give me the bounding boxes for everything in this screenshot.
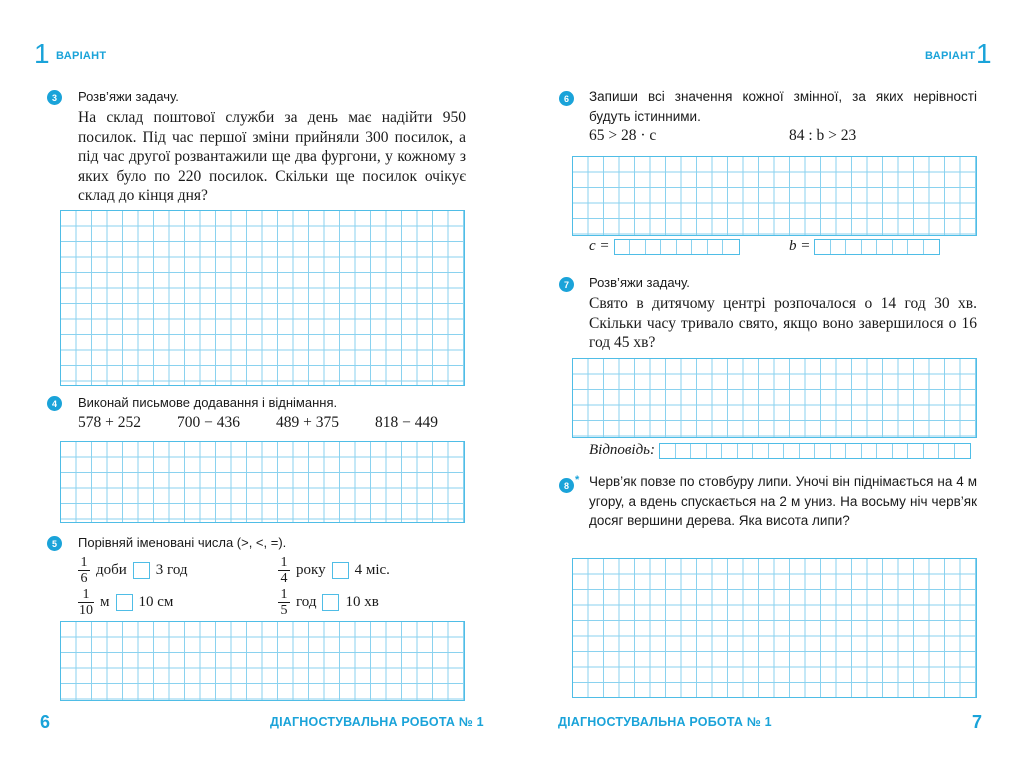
compare-sign-box[interactable] xyxy=(133,562,150,579)
fraction-numerator: 1 xyxy=(82,587,90,602)
task8-text: Черв’як повзе по стовбуру липи. Уночі він піднімається на 4 м угору, а вдень спускається на 2 м униз. На восьму ніч черв’як досяг вершини дерева. Яка висота липи? xyxy=(589,474,977,528)
answer-grid[interactable] xyxy=(572,156,977,236)
variant-number: 1 xyxy=(976,38,992,69)
fraction xyxy=(278,556,290,585)
footer-title: ДІАГНОСТУВАЛЬНА РОБОТА № 1 xyxy=(270,715,484,729)
task7-prompt: Розв’яжи задачу. xyxy=(589,275,690,290)
answer-row xyxy=(589,442,971,459)
answer-grid[interactable] xyxy=(572,358,977,438)
task-number-badge: 4 xyxy=(47,396,62,411)
compare-right-value: 10 хв xyxy=(345,594,379,610)
answer-row-c xyxy=(589,238,740,255)
task-number-badge: 6 xyxy=(559,91,574,106)
compare-sign-box[interactable] xyxy=(116,594,133,611)
answer-cells[interactable] xyxy=(659,443,971,459)
fraction-numerator: 1 xyxy=(280,587,288,602)
compare-right-value: 10 см xyxy=(138,594,174,610)
compare-left-unit: доби xyxy=(96,562,127,578)
fraction-numerator: 1 xyxy=(280,555,288,570)
answer-c-label: c = xyxy=(589,238,610,254)
fraction xyxy=(78,588,94,617)
variant-label: ВАРІАНТ xyxy=(925,50,976,62)
answer-row-b xyxy=(789,238,940,255)
answer-grid[interactable] xyxy=(572,558,977,698)
variant-number: 1 xyxy=(34,38,50,69)
compare-left-unit: м xyxy=(100,594,110,610)
task3-prompt: Розв’яжи задачу. xyxy=(78,89,179,104)
answer-c-cells[interactable] xyxy=(614,239,740,255)
compare-right-value: 3 год xyxy=(155,562,188,578)
star-mark: * xyxy=(575,474,580,486)
variant-label: ВАРІАНТ xyxy=(56,50,107,62)
task4-expression: 700 − 436 xyxy=(177,414,240,431)
task7-text: Свято в дитячому центрі розпочалося о 14 год 30 хв. Скільки часу тривало свято, якщо воно завершилося о 16 год 45 хв? xyxy=(589,295,977,351)
compare-item xyxy=(278,588,379,617)
task-number-badge: 3 xyxy=(47,90,62,105)
task6-prompt: Запиши всі значення кожної змінної, за яких нерівності будуть істинними. xyxy=(589,89,977,124)
answer-grid[interactable] xyxy=(60,621,465,701)
page-number: 6 xyxy=(40,712,51,732)
compare-item xyxy=(278,556,390,585)
page-number: 7 xyxy=(972,712,983,732)
task4-expression: 489 + 375 xyxy=(276,414,339,431)
compare-item xyxy=(78,556,188,585)
fraction-denominator: 4 xyxy=(280,571,288,586)
compare-right-value: 4 міс. xyxy=(354,562,390,578)
compare-left-unit: року xyxy=(296,562,326,578)
fraction-denominator: 5 xyxy=(280,603,288,618)
task3-text: На склад поштової служби за день має надійти 950 посилок. Під час першої зміни прийняли 300 посилок, а під час другої розвантажили ще два фургони, у кожному з яких було по 220 посилок. Скільки ще посилок очікує склад до кінця дня? xyxy=(78,109,466,204)
fraction-denominator: 6 xyxy=(80,571,88,586)
task6-inequality-b: 84 : b > 23 xyxy=(789,127,857,144)
task-number-badge: 8 xyxy=(559,478,574,493)
compare-sign-box[interactable] xyxy=(332,562,349,579)
answer-b-cells[interactable] xyxy=(814,239,940,255)
fraction-numerator: 1 xyxy=(80,555,88,570)
answer-grid[interactable] xyxy=(60,210,465,386)
fraction-denominator: 10 xyxy=(79,603,93,618)
task5-prompt: Порівняй іменовані числа (>, <, =). xyxy=(78,535,287,550)
task-number-badge: 7 xyxy=(559,277,574,292)
compare-sign-box[interactable] xyxy=(322,594,339,611)
task4-prompt: Виконай письмове додавання і віднімання. xyxy=(78,395,338,410)
task4-expression: 578 + 252 xyxy=(78,414,141,431)
answer-grid[interactable] xyxy=(60,441,465,523)
task4-expression: 818 − 449 xyxy=(375,414,438,431)
task-number-badge: 5 xyxy=(47,536,62,551)
compare-item xyxy=(78,588,173,617)
fraction xyxy=(278,588,290,617)
task6-inequality-a: 65 > 28 · c xyxy=(589,127,657,144)
answer-label: Відповідь: xyxy=(589,442,656,458)
compare-left-unit: год xyxy=(296,594,317,610)
footer-title: ДІАГНОСТУВАЛЬНА РОБОТА № 1 xyxy=(558,715,772,729)
answer-b-label: b = xyxy=(789,238,811,254)
fraction xyxy=(78,556,90,585)
